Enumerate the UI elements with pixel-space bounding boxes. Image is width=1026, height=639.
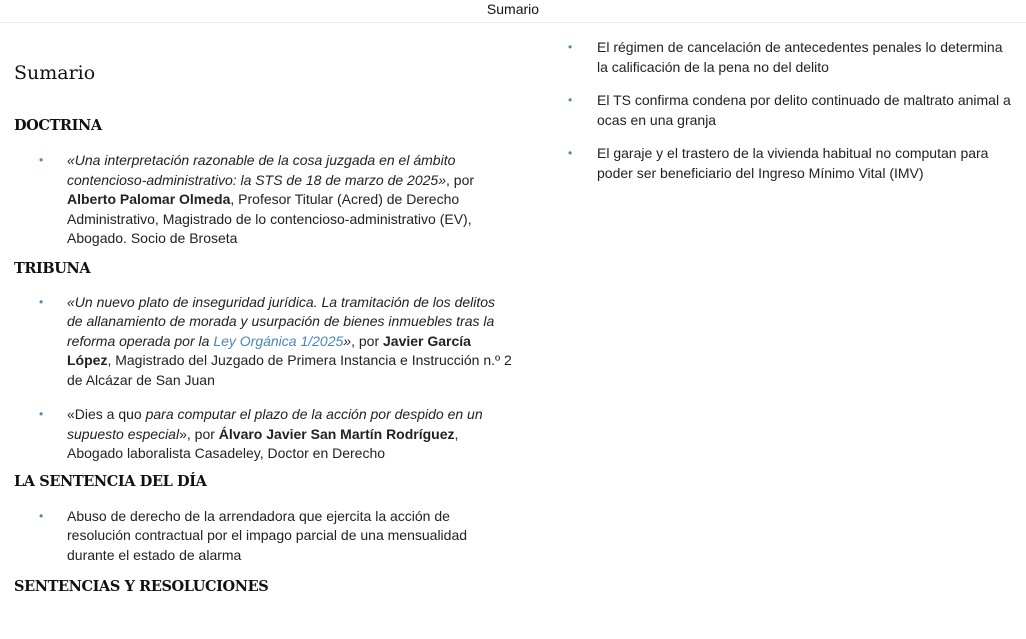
list-item[interactable] xyxy=(14,293,514,391)
list-item[interactable] xyxy=(567,38,1017,77)
list-item[interactable] xyxy=(567,91,1017,130)
bullet-icon: • xyxy=(39,294,44,309)
law-link[interactable]: Ley Orgánica 1/2025 xyxy=(213,332,344,349)
list-item[interactable] xyxy=(14,405,514,464)
by-text: , por xyxy=(186,425,219,442)
bullet-icon: • xyxy=(568,146,573,160)
section-heading-doctrina: DOCTRINA xyxy=(14,117,102,134)
section-heading-tribuna: TRIBUNA xyxy=(14,259,91,277)
article-title: para computar el plazo de la acción por despido en un supuesto especial xyxy=(67,406,483,442)
item-text: El garaje y el trastero de la vivienda habitual no computan para poder ser beneficiario del Ingreso Mínimo Vital (IMV) xyxy=(597,145,989,181)
author-affiliation: , Abogado laboralista Casadeley, Doctor en Derecho xyxy=(67,425,459,461)
bullet-icon: • xyxy=(568,40,573,54)
author-name: Álvaro Javier San Martín Rodríguez xyxy=(218,425,455,442)
tribuna-list xyxy=(14,293,514,464)
right-column xyxy=(567,38,1017,183)
bullet-icon: • xyxy=(568,93,573,107)
section-heading-sentencia-del-dia: LA SENTENCIA DEL DÍA xyxy=(14,472,207,490)
top-bar xyxy=(0,0,1026,23)
article-title-start: «Dies a quo xyxy=(67,406,146,422)
list-item[interactable] xyxy=(14,507,514,566)
item-text: El régimen de cancelación de antecedentes penales lo determina la calificación de la pena no del delito xyxy=(597,39,1003,75)
sentencia-del-dia-list xyxy=(14,507,514,566)
list-item[interactable] xyxy=(14,151,514,249)
list-item[interactable] xyxy=(567,144,1017,183)
left-column xyxy=(14,58,514,597)
author-affiliation: , Profesor Titular (Acred) de Derecho Administrativo, Magistrado de lo contencioso-administrativo (EV), Abogado. Socio de Broseta xyxy=(67,191,472,246)
by-text: , por xyxy=(351,332,383,349)
bullet-icon: • xyxy=(39,407,44,421)
article-title-end: » xyxy=(179,425,187,442)
doctrina-list xyxy=(14,151,514,249)
author-affiliation: , Magistrado del Juzgado de Primera Instancia e Instrucción n.º 2 de Alcázar de San Juan xyxy=(67,352,512,388)
article-title: «Una interpretación razonable de la cosa juzgada en el ámbito contencioso-administrativo: la STS de 18 de marzo de 2025» xyxy=(67,152,456,188)
author-name: Alberto Palomar Olmeda xyxy=(67,191,231,207)
page-title: Sumario xyxy=(14,62,96,84)
section-heading-sentencias-y-resoluciones: SENTENCIAS Y RESOLUCIONES xyxy=(14,578,269,595)
author-name: Javier García López xyxy=(67,332,471,368)
bullet-icon: • xyxy=(39,508,44,523)
item-text: El TS confirma condena por delito continuado de maltrato animal a ocas en una granja xyxy=(597,92,1011,128)
bullet-icon: • xyxy=(39,153,44,167)
top-bar-title: Sumario xyxy=(486,1,540,17)
by-text: , por xyxy=(446,171,475,188)
article-title: «Un nuevo plato de inseguridad jurídica. La tramitación de los delitos de allanamiento de morada y usurpación de bienes inmuebles tras la reforma operada por la xyxy=(67,293,496,349)
article-title-end: » xyxy=(343,332,352,349)
item-text: Abuso de derecho de la arrendadora que ejercita la acción de resolución contractual por el impago parcial de una mensualidad durante el estado de alarma xyxy=(67,507,468,563)
sentencias-list xyxy=(567,38,1017,183)
